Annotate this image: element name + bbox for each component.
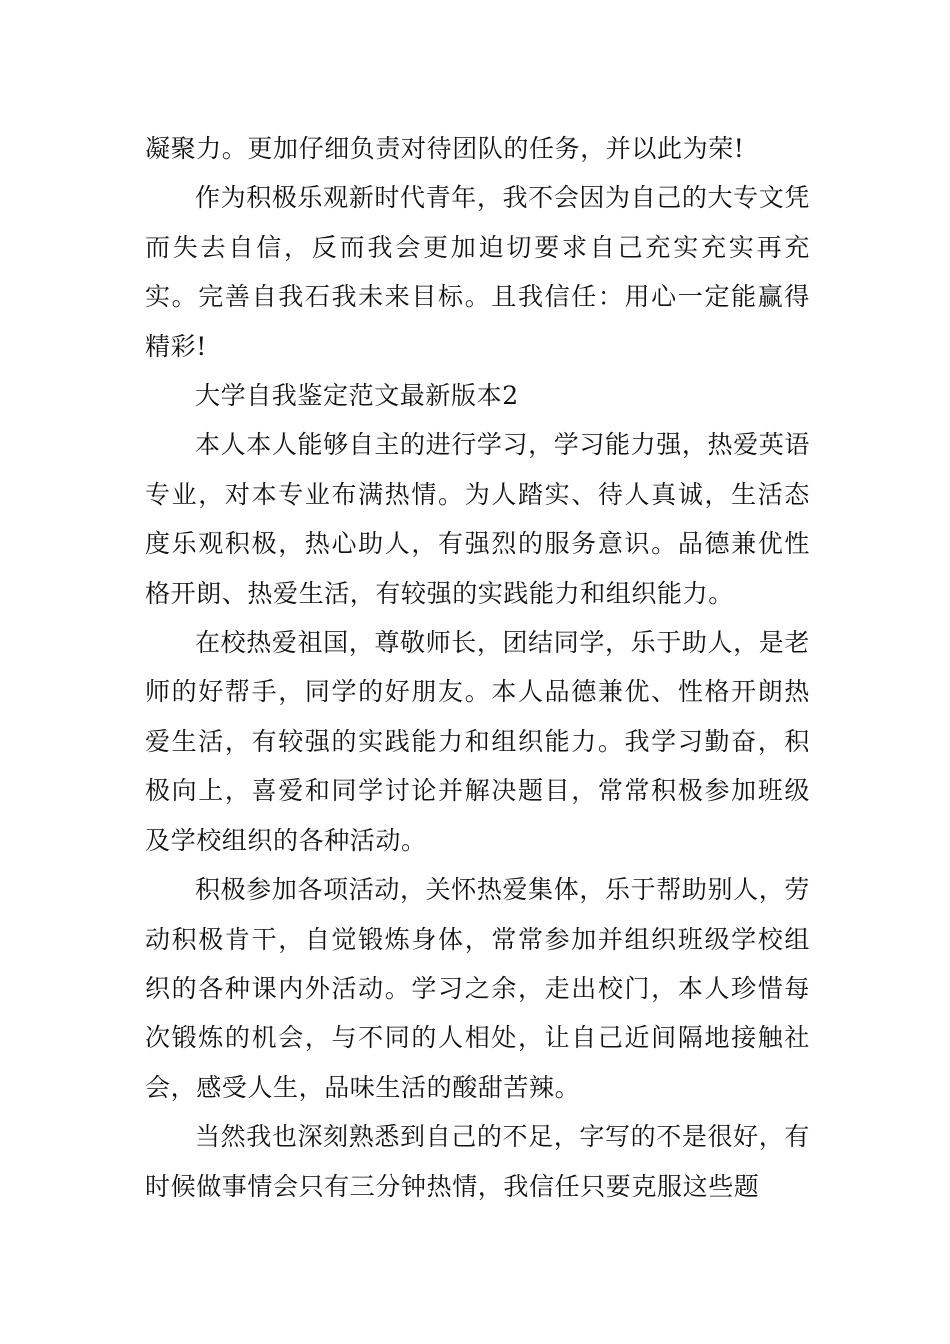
paragraph-4: 在校热爱祖国，尊敬师长，团结同学，乐于助人，是老师的好帮手，同学的好朋友。本人品德兼优、性格开朗热爱生活，有较强的实践能力和组织能力。我学习勤奋，积极向上，喜爱和同学讨论并解决题目，常常积极参加班级及学校组织的各种活动。 (145, 628, 810, 855)
paragraph-1: 凝聚力。更加仔细负责对待团队的任务，并以此为荣! (145, 134, 745, 163)
document-body (145, 124, 810, 1211)
paragraph-6: 当然我也深刻熟悉到自己的不足，字写的不是很好，有时候做事情会只有三分钟热情，我信任只要克服这些题 (145, 1122, 810, 1201)
paragraph-2: 作为积极乐观新时代青年，我不会因为自己的大专文凭而失去自信，反而我会更加迫切要求自己充实充实再充实。完善自我石我未来目标。且我信任：用心一定能赢得精彩! (145, 183, 810, 361)
paragraph-3: 本人本人能够自主的进行学习，学习能力强，热爱英语专业，对本专业布满热情。为人踏实、待人真诚，生活态度乐观积极，热心助人，有强烈的服务意识。品德兼优性格开朗、热爱生活，有较强的实践能力和组织能力。 (145, 430, 810, 608)
section-heading: 大学自我鉴定范文最新版本2 (195, 381, 519, 411)
paragraph-5: 积极参加各项活动，关怀热爱集体，乐于帮助别人，劳动积极肯干，自觉锻炼身体，常常参加并组织班级学校组织的各种课内外活动。学习之余，走出校门，本人珍惜每次锻炼的机会，与不同的人相处，让自己近间隔地接触社会，感受人生，品味生活的酸甜苦辣。 (145, 875, 810, 1102)
